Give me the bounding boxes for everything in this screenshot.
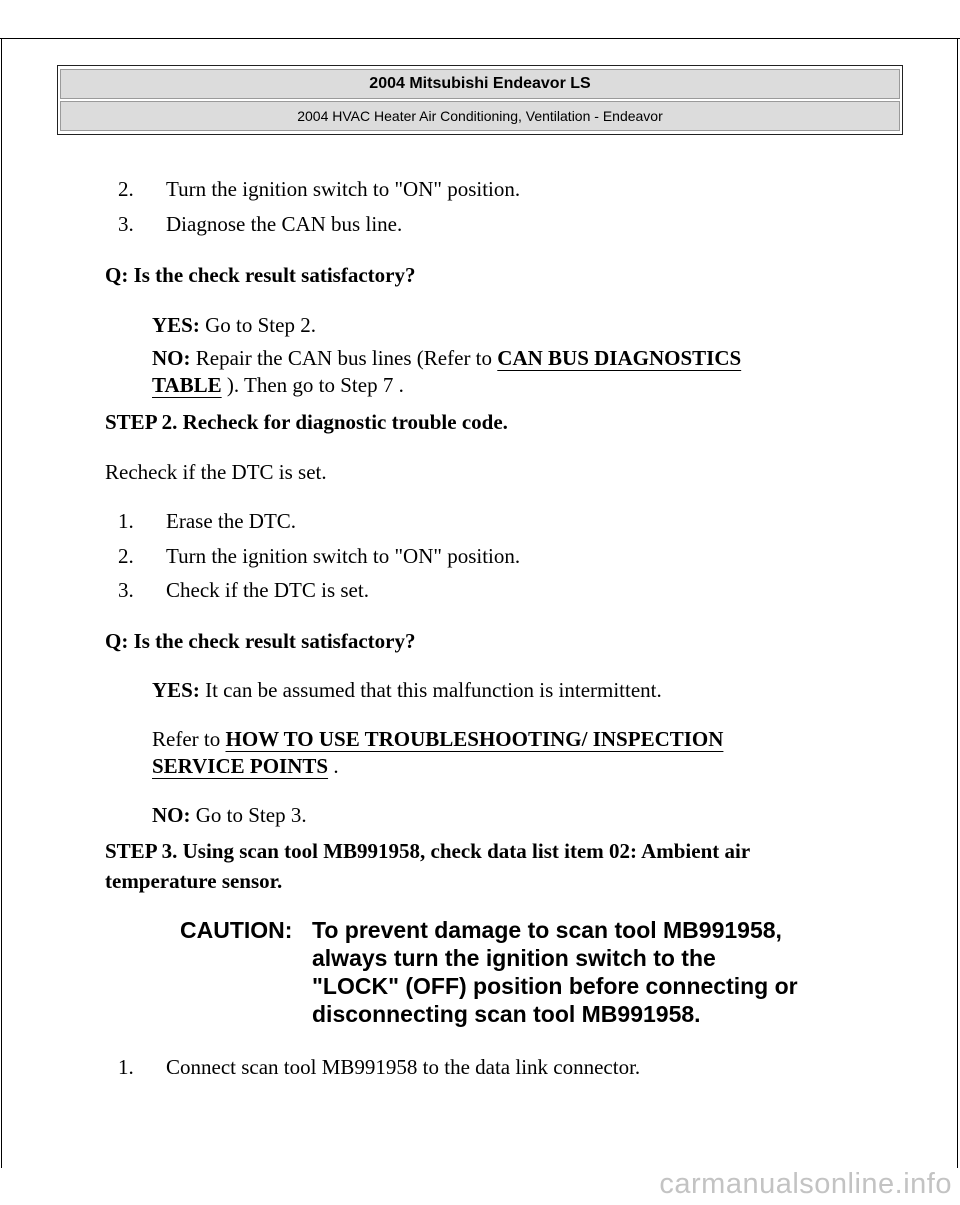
list-item [118,508,296,534]
caution-text-line: always turn the ignition switch to the [312,945,716,971]
question-heading: Q: Is the check result satisfactory? [105,629,416,653]
page-frame-left [1,38,2,1168]
no-text: Repair the CAN bus lines (Refer to [190,346,498,370]
answer-no [152,802,307,828]
list-text: Diagnose the CAN bus line. [166,212,403,236]
yes-label: YES: [152,313,200,337]
no-label: NO: [152,803,191,827]
list-item [118,577,369,603]
can-bus-diagnostics-table-link[interactable]: TABLE [152,373,222,397]
answer-no-continued [152,372,404,398]
list-number: 2. [118,544,134,568]
list-number: 3. [118,578,134,602]
list-text: Turn the ignition switch to "ON" position. [166,177,521,201]
list-item [118,176,520,202]
list-text: Turn the ignition switch to "ON" position. [166,544,521,568]
troubleshooting-inspection-link[interactable]: HOW TO USE TROUBLESHOOTING/ INSPECTION [225,727,724,751]
refer-end: . [328,754,339,778]
answer-no [152,345,741,371]
list-number: 3. [118,212,134,236]
yes-text: It can be assumed that this malfunction is intermittent. [199,678,662,702]
yes-label: YES: [152,678,200,702]
page-frame-top [0,38,960,39]
answer-yes [152,677,662,703]
service-points-link[interactable]: SERVICE POINTS [152,754,329,778]
step-3-heading: STEP 3. Using scan tool MB991958, check data list item 02: Ambient air [105,839,751,863]
list-item [118,211,402,237]
list-item [118,543,520,569]
header-title: 2004 Mitsubishi Endeavor LS [60,69,900,99]
caution-label: CAUTION: [180,917,293,943]
list-text: Erase the DTC. [166,509,297,533]
refer-text: Refer to [152,727,226,751]
caution-text-line: To prevent damage to scan tool MB991958, [312,917,782,943]
refer-line [152,726,723,752]
list-number: 1. [118,509,134,533]
document-header [57,65,903,135]
caution-text-line: disconnecting scan tool MB991958. [312,1001,701,1027]
list-text: Connect scan tool MB991958 to the data link connector. [166,1055,641,1079]
list-number: 1. [118,1055,134,1079]
watermark: carmanualsonline.info [659,1168,952,1200]
page-frame-right [957,38,958,1168]
header-subtitle: 2004 HVAC Heater Air Conditioning, Ventilation - Endeavor [60,101,900,131]
refer-line-continued [152,753,339,779]
step-2-intro: Recheck if the DTC is set. [105,460,327,484]
no-text: Go to Step 3. [190,803,307,827]
answer-yes [152,312,316,338]
list-item [118,1054,640,1080]
list-text: Check if the DTC is set. [166,578,369,602]
caution-text-line: "LOCK" (OFF) position before connecting or [312,973,798,999]
yes-text: Go to Step 2. [199,313,316,337]
no-label: NO: [152,346,191,370]
no-text-end: ). Then go to Step 7 . [221,373,404,397]
step-2-heading: STEP 2. Recheck for diagnostic trouble code. [105,410,508,434]
question-heading: Q: Is the check result satisfactory? [105,263,416,287]
list-number: 2. [118,177,134,201]
can-bus-diagnostics-link[interactable]: CAN BUS DIAGNOSTICS [497,346,742,370]
step-3-heading-continued: temperature sensor. [105,869,283,893]
